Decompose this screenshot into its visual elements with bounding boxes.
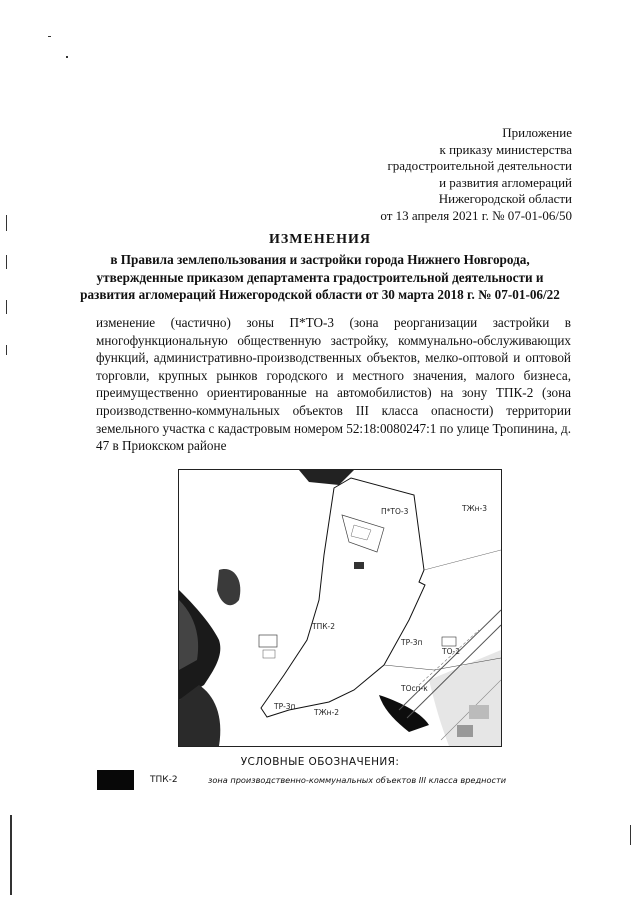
zoning-map: [178, 469, 502, 747]
header-line: от 13 апреля 2021 г. № 07-01-06/50: [380, 207, 572, 223]
legend-swatch: [97, 770, 134, 790]
header-line: Приложение: [502, 125, 572, 140]
scan-mark: [6, 300, 7, 314]
scan-mark: [6, 255, 7, 269]
scan-mark: [6, 345, 7, 355]
zone-label: ТЖн-3: [462, 504, 488, 513]
scan-mark: [66, 56, 68, 58]
zone-label: ТПК-2: [312, 622, 336, 631]
zone-label: ТОсп-к: [401, 684, 428, 693]
zone-label: ТО-2: [442, 647, 460, 656]
scan-mark: [6, 215, 7, 231]
header-line: Нижегородской области: [438, 191, 572, 206]
zone-label: ТР-3п: [401, 638, 423, 647]
scan-mark: [48, 36, 51, 37]
zone-label: ТЖн-2: [314, 708, 340, 717]
legend-title: УСЛОВНЫЕ ОБОЗНАЧЕНИЯ:: [240, 756, 400, 768]
legend-code: ТПК-2: [150, 775, 178, 785]
document-subtitle: в Правила землепользования и застройки города Нижнего Новгорода, утвержденные приказом департамента градостроительной деятельности и развития агломераций Нижегородской области от 30 марта 2018 г. № 07-01-06/22: [80, 252, 560, 302]
scan-mark: [630, 825, 631, 845]
appendix-header: [380, 125, 572, 224]
map-drawing: [179, 470, 501, 746]
document-title: ИЗМЕНЕНИЯ: [269, 232, 371, 247]
scan-mark: [10, 815, 12, 895]
change-description: изменение (частично) зоны П*ТО-3 (зона реорганизации застройки в многофункциональную общественную застройку, коммунально-обслуживающих функций, административно-производственных объектов, мелко-оптовой и оптовой торговли, крупных рынков городского и местного значения, малого бизнеса, преимущественно ориентированные на автомобилистов) на зону ТПК-2 (зона производственно-коммунальных объектов III класса опасности) территории земельного участка с кадастровым номером 52:18:0080247:1 по улице Тропинина, д. 47 в Приокском районе: [96, 315, 571, 454]
header-line: градостроительной деятельности: [387, 158, 572, 173]
zone-label: ТР-3п: [274, 702, 296, 711]
header-line: и развития агломераций: [439, 174, 572, 190]
legend-description: зона производственно-коммунальных объектов III класса вредности: [208, 775, 507, 785]
zone-label: П*ТО-3: [381, 507, 409, 516]
header-line: к приказу министерства: [439, 141, 572, 157]
